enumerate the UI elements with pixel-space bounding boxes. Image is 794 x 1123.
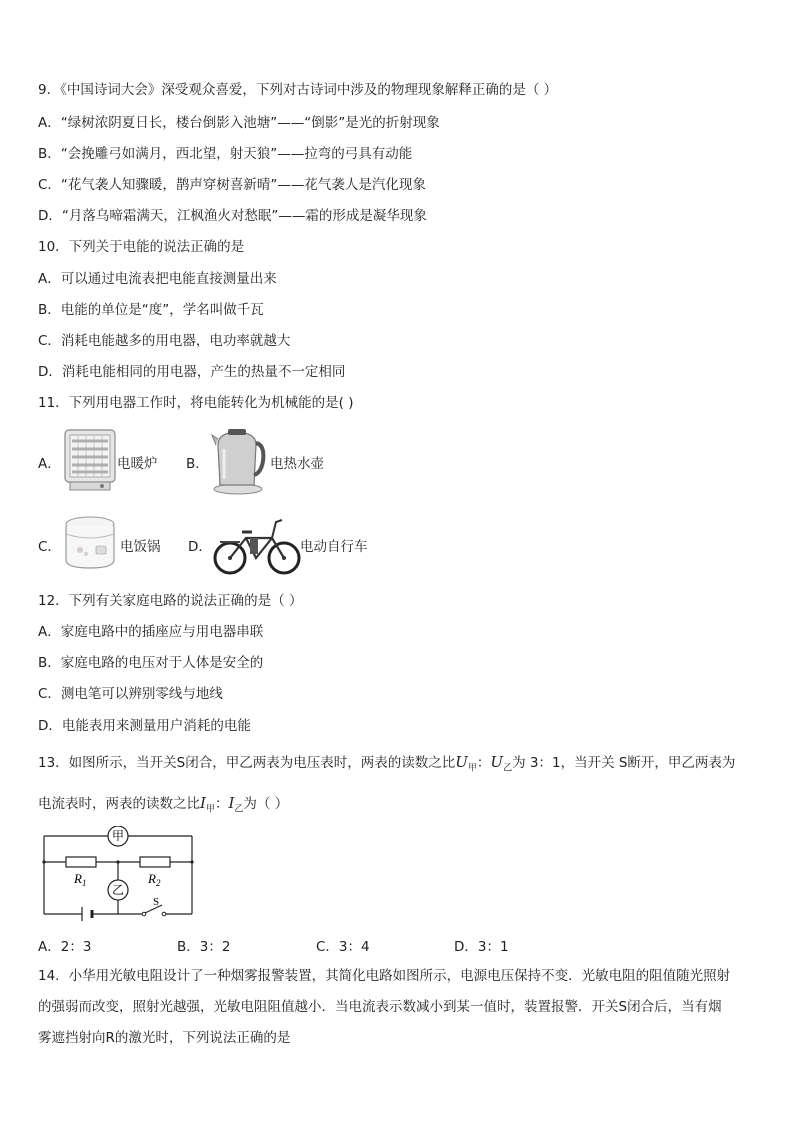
- q11-option-d-letter: D．: [188, 539, 212, 555]
- u-sub-yi: 乙: [503, 763, 513, 774]
- q10-option-d: D．消耗电能相同的用电器，产生的热量不一定相同: [38, 364, 346, 380]
- r1-label: [73, 871, 86, 888]
- q13-line-2-start: 电流表时，两表的读数之比: [38, 796, 200, 812]
- meter-jia-label: 甲: [111, 829, 125, 843]
- switch-label: S: [153, 896, 160, 908]
- q12-option-d: D．电能表用来测量用户消耗的电能: [38, 718, 251, 734]
- i-symbol: I: [200, 794, 206, 812]
- q14-line-3: 雾遮挡射向R的激光时，下列说法正确的是: [38, 1030, 291, 1046]
- q13-option-b: B．3：2: [177, 939, 231, 955]
- q9-option-b: B．“会挽雕弓如满月，西北望，射天狼”——拉弯的弓具有动能: [38, 146, 413, 162]
- i-sub-yi: 乙: [234, 804, 244, 815]
- r2-symbol: R: [148, 871, 156, 886]
- q13-option-c: C．3：4: [316, 939, 370, 955]
- electric-kettle-image: [210, 425, 266, 497]
- q10-option-a: A．可以通过电流表把电能直接测量出来: [38, 271, 277, 287]
- q13-line-1: [38, 752, 735, 779]
- q13-line-2: [38, 793, 288, 820]
- q11-stem: 11．下列用电器工作时，将电能转化为机械能的是( ): [38, 395, 354, 411]
- q11-option-b-letter: B．: [186, 456, 209, 472]
- r1-subscript: 1: [81, 878, 87, 888]
- q9-option-d: D．“月落乌啼霜满天，江枫渔火对愁眠”——霜的形成是凝华现象: [38, 208, 427, 224]
- q12-stem: 12．下列有关家庭电路的说法正确的是（ ）: [38, 593, 303, 609]
- q11-option-b-label: 电热水壶: [270, 456, 324, 472]
- r2-subscript: 2: [155, 878, 161, 888]
- q13-option-a: A．2：3: [38, 939, 92, 955]
- q14-line-1: 14．小华用光敏电阻设计了一种烟雾报警装置，其简化电路如图所示，电源电压保持不变．光敏电阻的阻值随光照射: [38, 968, 731, 984]
- q12-option-a: A．家庭电路中的插座应与用电器串联: [38, 624, 264, 640]
- q10-option-b: B．电能的单位是“度”，学名叫做千瓦: [38, 302, 264, 318]
- q12-option-b: B．家庭电路的电压对于人体是安全的: [38, 655, 264, 671]
- resistor-r2: [140, 857, 170, 867]
- q11-option-c-label: 电饭锅: [120, 539, 161, 555]
- resistor-r1: [66, 857, 96, 867]
- u-symbol-2: U: [490, 753, 504, 771]
- q11-option-a-letter: A．: [38, 456, 61, 472]
- q13-line-1-end: 为 3：1，当开关 S断开，甲乙两表为: [512, 755, 736, 771]
- r1-symbol: R: [74, 871, 82, 886]
- q11-option-a-label: 电暖炉: [117, 456, 158, 472]
- meter-yi-label: 乙: [111, 883, 125, 897]
- q11-option-d-label: 电动自行车: [300, 539, 368, 555]
- q11-option-c-letter: C．: [38, 539, 61, 555]
- circuit-diagram: [36, 826, 202, 922]
- rice-cooker-image: [62, 514, 118, 572]
- r2-label: [147, 871, 161, 888]
- u-sub-jia: 甲: [467, 763, 477, 774]
- q13-line-1-start: 13．如图所示，当开关S闭合，甲乙两表为电压表时，两表的读数之比: [38, 755, 456, 771]
- electric-bicycle-image: [210, 512, 302, 576]
- q9-option-a: A．“绿树浓阴夏日长，楼台倒影入池塘”——“倒影”是光的折射现象: [38, 115, 440, 131]
- i-symbol-2: I: [228, 794, 235, 812]
- q12-option-c: C．测电笔可以辨别零线与地线: [38, 686, 223, 702]
- q13-option-d: D．3：1: [454, 939, 509, 955]
- electric-heater-image: [62, 427, 118, 495]
- q14-line-2: 的强弱而改变，照射光越强，光敏电阻阻值越小．当电流表示数减小到某一值时，装置报警．开关S闭合后，当有烟: [38, 999, 722, 1015]
- q10-option-c: C．消耗电能越多的用电器，电功率就越大: [38, 333, 291, 349]
- ratio-colon: ：: [476, 755, 491, 771]
- ratio-colon-2: ：: [214, 796, 229, 812]
- q10-stem: 10．下列关于电能的说法正确的是: [38, 239, 245, 255]
- q9-stem: 9．《中国诗词大会》深受观众喜爱，下列对古诗词中涉及的物理现象解释正确的是（ ）: [38, 82, 558, 98]
- q13-line-2-end: 为（ ）: [243, 796, 289, 812]
- q9-option-c: C．“花气袭人知骤暖，鹊声穿树喜新晴”——花气袭人是汽化现象: [38, 177, 426, 193]
- u-symbol: U: [455, 753, 468, 771]
- i-sub-jia: 甲: [205, 804, 215, 815]
